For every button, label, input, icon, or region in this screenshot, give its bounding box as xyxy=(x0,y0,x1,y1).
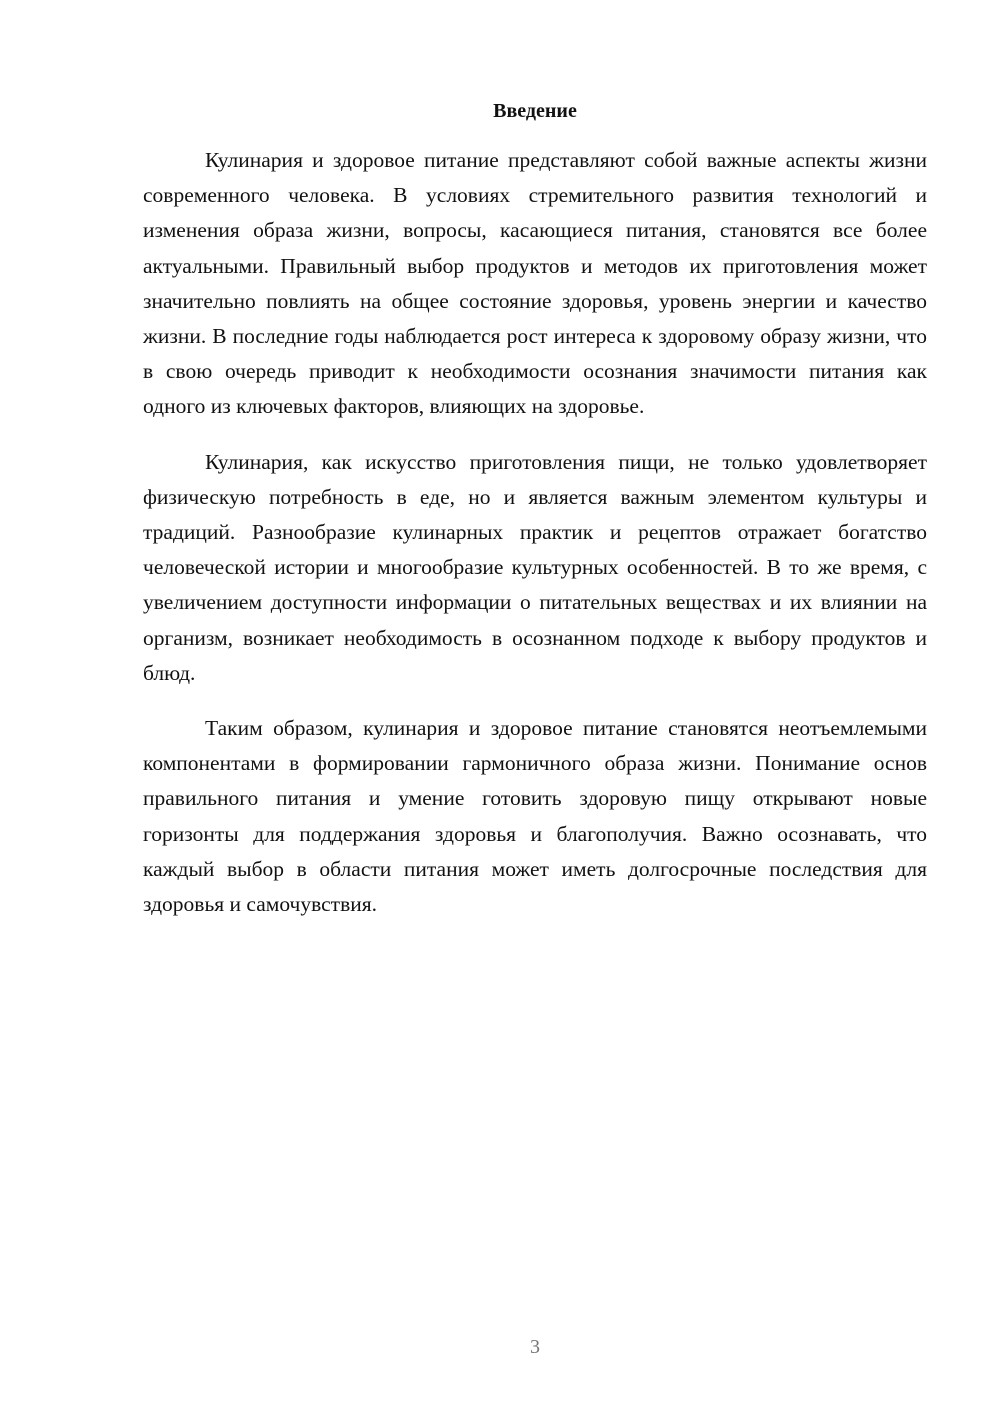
paragraph-2: Кулинария, как искусство приготовления пищи, не только удовлетворяет физическую потребность в еде, но и является важным элементом культуры и традиций. Разнообразие кулинарных практик и рецептов отражает богатство человеческой истории и многообразие культурных особенностей. В то же время, с увеличением доступности информации о питательных веществах и их влиянии на организм, возникает необходимость в осознанном подходе к выбору продуктов и блюд. xyxy=(143,449,927,685)
paragraph-3: Таким образом, кулинария и здоровое питание становятся неотъемлемыми компонентами в формировании гармоничного образа жизни. Понимание основ правильного питания и умение готовить здоровую пищу открывают новые горизонты для поддержания здоровья и благополучия. Важно осознавать, что каждый выбор в области питания может иметь долгосрочные последствия для здоровья и самочувствия. xyxy=(143,716,927,917)
paragraph-1: Кулинария и здоровое питание представляют собой важные аспекты жизни современного человека. В условиях стремительного развития технологий и изменения образа жизни, вопросы, касающиеся питания, становятся все более актуальными. Правильный выбор продуктов и методов их приготовления может значительно повлиять на общее состояние здоровья, уровень энергии и качество жизни. В последние годы наблюдается рост интереса к здоровому образу жизни, что в свою очередь приводит к необходимости осознания значимости питания как одного из ключевых факторов, влияющих на здоровье. xyxy=(143,148,927,419)
page-number: 3 xyxy=(530,1336,540,1358)
section-title: Введение xyxy=(493,100,577,122)
body-text xyxy=(143,143,927,922)
